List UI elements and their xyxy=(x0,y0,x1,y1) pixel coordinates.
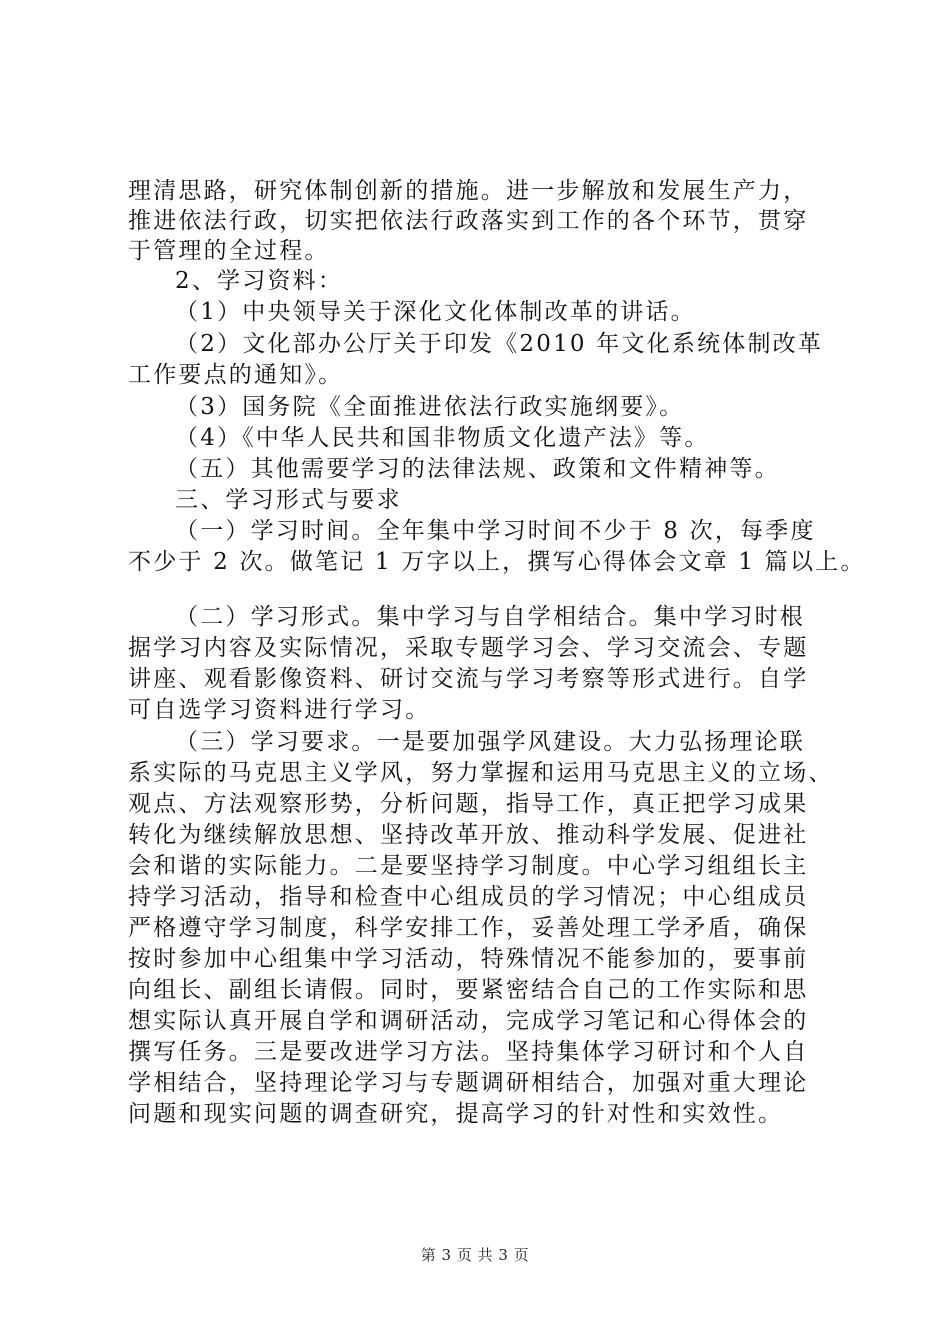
body-text-line: 转化为继续解放思想、坚持改革开放、推动科学发展、促进社 xyxy=(128,822,809,848)
body-text-line: 系实际的马克思主义学风，努力掌握和运用马克思主义的立场、 xyxy=(128,760,834,786)
body-text-line: 不少于 2 次。做笔记 1 万字以上，撰写心得体会文章 1 篇以上。 xyxy=(128,549,866,575)
paragraph-start: （二）学习形式。集中学习与自学相结合。集中学习时根 xyxy=(175,604,805,630)
body-text-line: 观点、方法观察形势，分析问题，指导工作，真正把学习成果 xyxy=(128,791,809,817)
body-text-line: 会和谐的实际能力。二是要坚持学习制度。中心学习组组长主 xyxy=(128,853,809,879)
list-item: （2）文化部办公厅关于印发《2010 年文化系统体制改革 xyxy=(175,331,824,357)
body-text-line: 讲座、观看影像资料、研讨交流与学习考察等形式进行。自学 xyxy=(128,666,809,692)
section-heading: 2、学习资料： xyxy=(175,268,344,294)
paragraph-start: （三）学习要求。一是要加强学风建设。大力弘扬理论联 xyxy=(175,729,805,755)
paragraph-start: （一）学习时间。全年集中学习时间不少于 8 次，每季度 xyxy=(175,518,816,544)
body-text-line: 问题和现实问题的调查研究，提高学习的针对性和实效性。 xyxy=(128,1101,784,1127)
body-text-line: 工作要点的通知》。 xyxy=(128,362,344,388)
list-item: （3）国务院《全面推进依法行政实施纲要》。 xyxy=(175,394,685,420)
body-text-line: 学相结合，坚持理论学习与专题调研相结合，加强对重大理论 xyxy=(128,1070,809,1096)
body-text-line: 可自选学习资料进行学习。 xyxy=(128,697,431,723)
body-text-line: 按时参加中心组集中学习活动，特殊情况不能参加的，要事前 xyxy=(128,946,809,972)
section-heading: 三、学习形式与要求 xyxy=(175,487,402,513)
page-footer: 第 3 页 共 3 页 xyxy=(420,1246,530,1264)
body-text-line: 理清思路，研究体制创新的措施。进一步解放和发展生产力， xyxy=(128,178,809,204)
body-text-line: 撰写任务。三是要改进学习方法。坚持集体学习研讨和个人自 xyxy=(128,1039,809,1065)
list-item: （五）其他需要学习的法律法规、政策和文件精神等。 xyxy=(175,456,780,482)
body-text-line: 推进依法行政，切实把依法行政落实到工作的各个环节，贯穿 xyxy=(128,208,809,234)
body-text-line: 严格遵守学习制度，科学安排工作，妥善处理工学矛盾，确保 xyxy=(128,915,809,941)
body-text-line: 向组长、副组长请假。同时，要紧密结合自己的工作实际和思 xyxy=(128,977,809,1003)
body-text-line: 想实际认真开展自学和调研活动，完成学习笔记和心得体会的 xyxy=(128,1008,809,1034)
body-text-line: 持学习活动，指导和检查中心组成员的学习情况；中心组成员 xyxy=(128,884,809,910)
list-item: （1）中央领导关于深化文化体制改革的讲话。 xyxy=(175,299,696,325)
body-text-line: 于管理的全过程。 xyxy=(128,238,330,264)
list-item: （4）《中华人民共和国非物质文化遗产法》等。 xyxy=(175,425,710,451)
body-text-line: 据学习内容及实际情况，采取专题学习会、学习交流会、专题 xyxy=(128,635,809,661)
